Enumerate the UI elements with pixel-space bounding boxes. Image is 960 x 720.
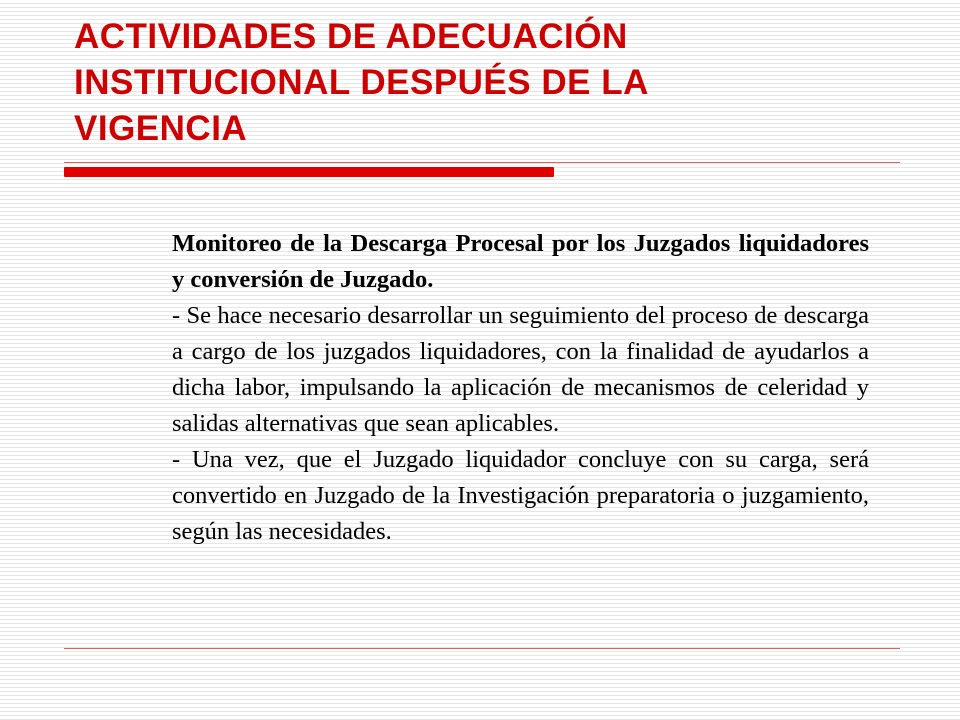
section-heading: Monitoreo de la Descarga Procesal por los Juzgados liquidadores y conversión de Juzgado. bbox=[172, 230, 869, 293]
slide-body bbox=[172, 226, 869, 550]
body-paragraph-1: - Se hace necesario desarrollar un seguimiento del proceso de descarga a cargo de los juzgados liquidadores, con la finalidad de ayudarlos a dicha labor, impulsando la aplicación de mecanismos de celeridad y salidas alternativas que sean aplicables. bbox=[172, 302, 869, 437]
title-line-2: INSTITUCIONAL DESPUÉS DE LA bbox=[74, 63, 649, 102]
footer-divider-line bbox=[64, 648, 900, 649]
title-divider-line bbox=[64, 162, 900, 163]
title-line-3: VIGENCIA bbox=[74, 109, 248, 148]
slide-title bbox=[74, 14, 894, 152]
title-line-1: ACTIVIDADES DE ADECUACIÓN bbox=[74, 17, 628, 56]
title-accent-bar bbox=[64, 167, 554, 177]
body-paragraph-2: - Una vez, que el Juzgado liquidador concluye con su carga, será convertido en Juzgado de la Investigación preparatoria o juzgamiento, según las necesidades. bbox=[172, 446, 869, 545]
